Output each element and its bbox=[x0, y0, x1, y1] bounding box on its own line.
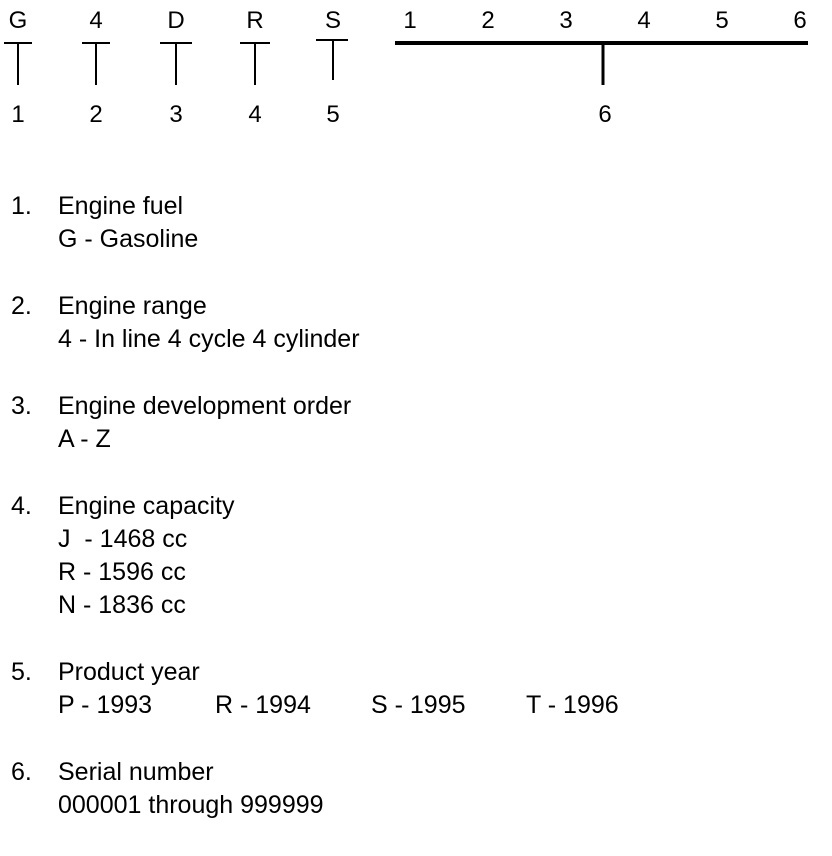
marker-year bbox=[316, 40, 348, 80]
code-letter-range: 4 bbox=[89, 7, 103, 34]
position-number-6: 6 bbox=[598, 101, 612, 128]
product-year-value: S - 1995 bbox=[371, 691, 466, 719]
legend-item-title: Engine development order bbox=[58, 392, 352, 420]
legend-item-value: J - 1468 cc bbox=[58, 525, 188, 553]
code-letter-year: S bbox=[324, 7, 342, 34]
legend-item-title: Engine capacity bbox=[58, 492, 235, 520]
legend-item-title: Product year bbox=[58, 658, 200, 686]
engine-code-diagram bbox=[0, 0, 832, 160]
legend-item-value: 000001 through 999999 bbox=[58, 791, 324, 819]
legend-item-development-order bbox=[0, 390, 832, 456]
product-year-value: R - 1994 bbox=[215, 691, 311, 719]
marker-development bbox=[160, 43, 192, 85]
legend-item-title: Engine range bbox=[58, 292, 207, 320]
marker-capacity bbox=[240, 43, 270, 85]
serial-digit-3: 3 bbox=[559, 7, 573, 34]
legend-item-number: 4. bbox=[11, 492, 32, 520]
legend-item-product-year bbox=[0, 656, 832, 722]
position-number-5: 5 bbox=[326, 101, 340, 128]
position-number-3: 3 bbox=[169, 101, 183, 128]
marker-range bbox=[82, 43, 110, 85]
legend-item-value: N - 1836 cc bbox=[58, 591, 186, 619]
position-number-2: 2 bbox=[89, 101, 103, 128]
legend-item-engine-fuel bbox=[0, 190, 832, 256]
legend-item-value: G - Gasoline bbox=[58, 225, 199, 253]
legend-item-number: 5. bbox=[11, 658, 32, 686]
serial-digit-4: 4 bbox=[637, 7, 651, 34]
serial-digit-1: 1 bbox=[403, 7, 417, 34]
serial-digit-5: 5 bbox=[715, 7, 729, 34]
legend-item-title: Engine fuel bbox=[58, 192, 184, 220]
legend-item-engine-capacity bbox=[0, 490, 832, 622]
position-number-4: 4 bbox=[248, 101, 262, 128]
position-number-1: 1 bbox=[11, 101, 25, 128]
legend-item-number: 3. bbox=[11, 392, 32, 420]
legend-item-number: 1. bbox=[11, 192, 32, 220]
product-year-value: P - 1993 bbox=[58, 691, 153, 719]
serial-digit-2: 2 bbox=[481, 7, 495, 34]
product-year-values bbox=[58, 689, 832, 722]
code-letter-development: D bbox=[167, 7, 185, 34]
marker-serial-number bbox=[395, 43, 808, 85]
legend-item-title: Serial number bbox=[58, 758, 214, 786]
legend-item-value: A - Z bbox=[58, 425, 111, 453]
marker-fuel bbox=[4, 43, 32, 85]
legend-item-engine-range bbox=[0, 290, 832, 356]
code-letter-capacity: R bbox=[246, 7, 264, 34]
legend-item-value: 4 - In line 4 cycle 4 cylinder bbox=[58, 325, 360, 353]
legend-item-number: 2. bbox=[11, 292, 32, 320]
code-letter-fuel: G bbox=[8, 7, 28, 34]
code-legend bbox=[0, 190, 832, 856]
legend-item-serial-number bbox=[0, 756, 832, 822]
product-year-value: T - 1996 bbox=[526, 691, 619, 719]
serial-digit-6: 6 bbox=[793, 7, 807, 34]
legend-item-number: 6. bbox=[11, 758, 32, 786]
legend-item-value: R - 1596 cc bbox=[58, 558, 186, 586]
